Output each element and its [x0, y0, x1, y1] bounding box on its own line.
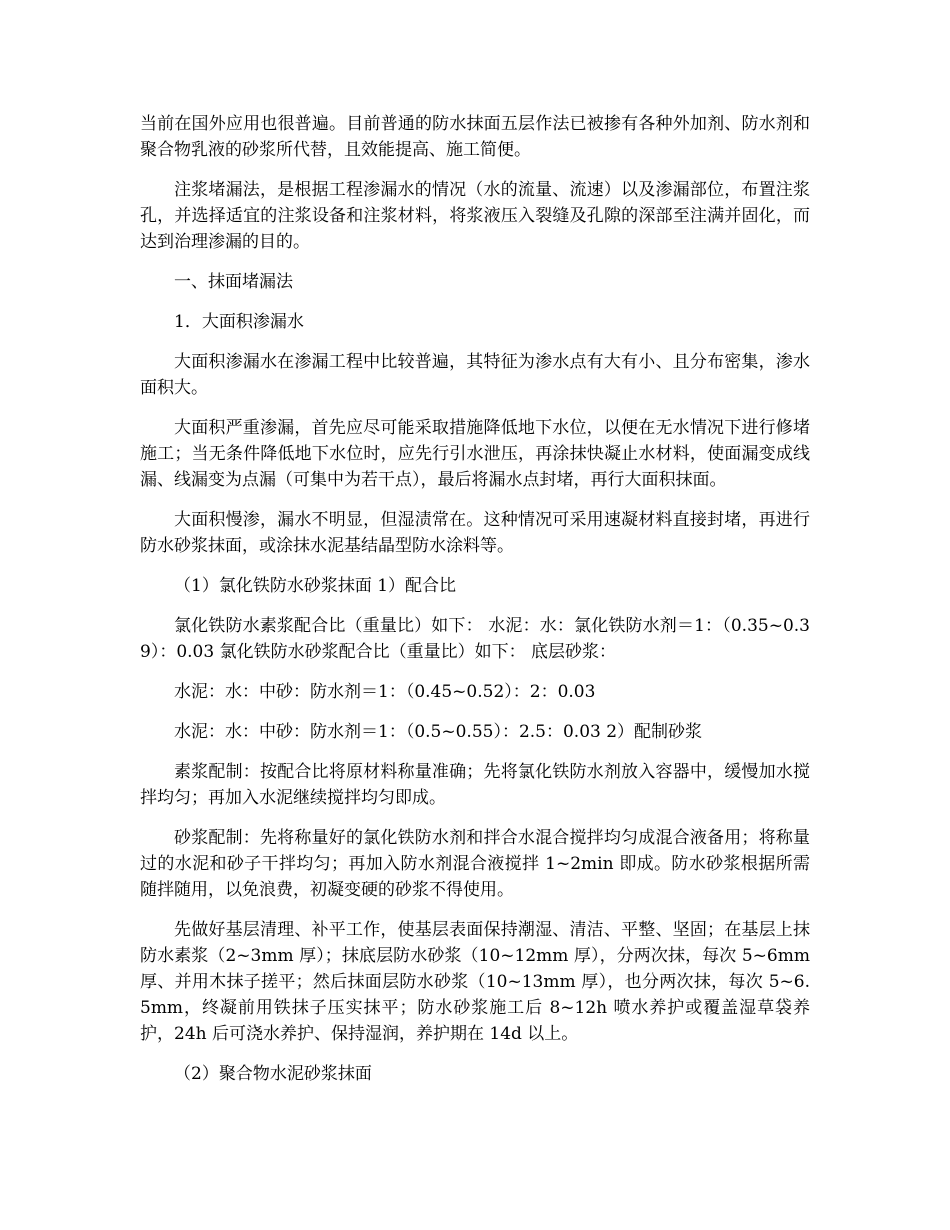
paragraph: 大面积渗漏水在渗漏工程中比较普遍，其特征为渗水点有大有小、且分布密集，渗水面积大。 — [140, 352, 810, 398]
subsection-heading: （2）聚合物水泥砂浆抹面 — [174, 1064, 372, 1084]
paragraph: 砂浆配制：先将称量好的氯化铁防水剂和拌合水混合搅拌均匀成混合液备用；将称量过的水泥和砂子干拌均匀；再加入防水剂混合液搅拌 1~2min 即成。防水砂浆根据所需随拌随用，以免浪费，初凝变硬的砂浆不得使用。 — [140, 828, 810, 900]
document-page — [140, 111, 810, 1101]
paragraph: 水泥：水：中砂：防水剂＝1：（0.5~0.55）：2.5：0.03 2）配制砂浆 — [174, 722, 703, 742]
paragraph: 先做好基层清理、补平工作，使基层表面保持潮湿、清洁、平整、坚固；在基层上抹防水素浆（2~3mm 厚）；抹底层防水砂浆（10~12mm 厚），分两次抹，每次 5~6mm 厚、并用木抹子搓平；然后抹面层防水砂浆（10~13mm 厚），也分两次抹，每次 5~6.5mm，终凝前用铁抹子压实抹平；防水砂浆施工后 8~12h 喷水养护或覆盖湿草袋养护，24h 后可浇水养护、保持湿润，养护期在 14d 以上。 — [140, 920, 810, 1044]
paragraph: 大面积慢渗，漏水不明显，但湿渍常在。这种情况可采用速凝材料直接封堵，再进行防水砂浆抹面，或涂抹水泥基结晶型防水涂料等。 — [140, 510, 810, 556]
subsection-heading: （1）氯化铁防水砂浆抹面 1）配合比 — [174, 576, 457, 596]
paragraph: 水泥：水：中砂：防水剂＝1：（0.45~0.52）：2：0.03 — [174, 682, 596, 702]
paragraph: 当前在国外应用也很普遍。目前普通的防水抹面五层作法已被掺有各种外加剂、防水剂和聚合物乳液的砂浆所代替，且效能提高、施工简便。 — [140, 114, 810, 160]
paragraph: 大面积严重渗漏，首先应尽可能采取措施降低地下水位，以便在无水情况下进行修堵施工；当无条件降低地下水位时，应先行引水泄压，再涂抹快凝止水材料，使面漏变成线漏、线漏变为点漏（可集中为若干点），最后将漏水点封堵，再行大面积抹面。 — [140, 418, 810, 490]
section-heading: 一、抹面堵漏法 — [174, 272, 293, 292]
paragraph: 素浆配制：按配合比将原材料称量准确；先将氯化铁防水剂放入容器中，缓慢加水搅拌均匀；再加入水泥继续搅拌均匀即成。 — [140, 762, 810, 808]
subsection-heading: 1．大面积渗漏水 — [174, 312, 304, 332]
paragraph: 注浆堵漏法，是根据工程渗漏水的情况（水的流量、流速）以及渗漏部位，布置注浆孔，并选择适宜的注浆设备和注浆材料，将浆液压入裂缝及孔隙的深部至注满并固化，而达到治理渗漏的目的。 — [140, 180, 810, 252]
paragraph: 氯化铁防水素浆配合比（重量比）如下： 水泥：水：氯化铁防水剂＝1：（0.35~0.39）：0.03 氯化铁防水砂浆配合比（重量比）如下： 底层砂浆： — [140, 616, 810, 662]
